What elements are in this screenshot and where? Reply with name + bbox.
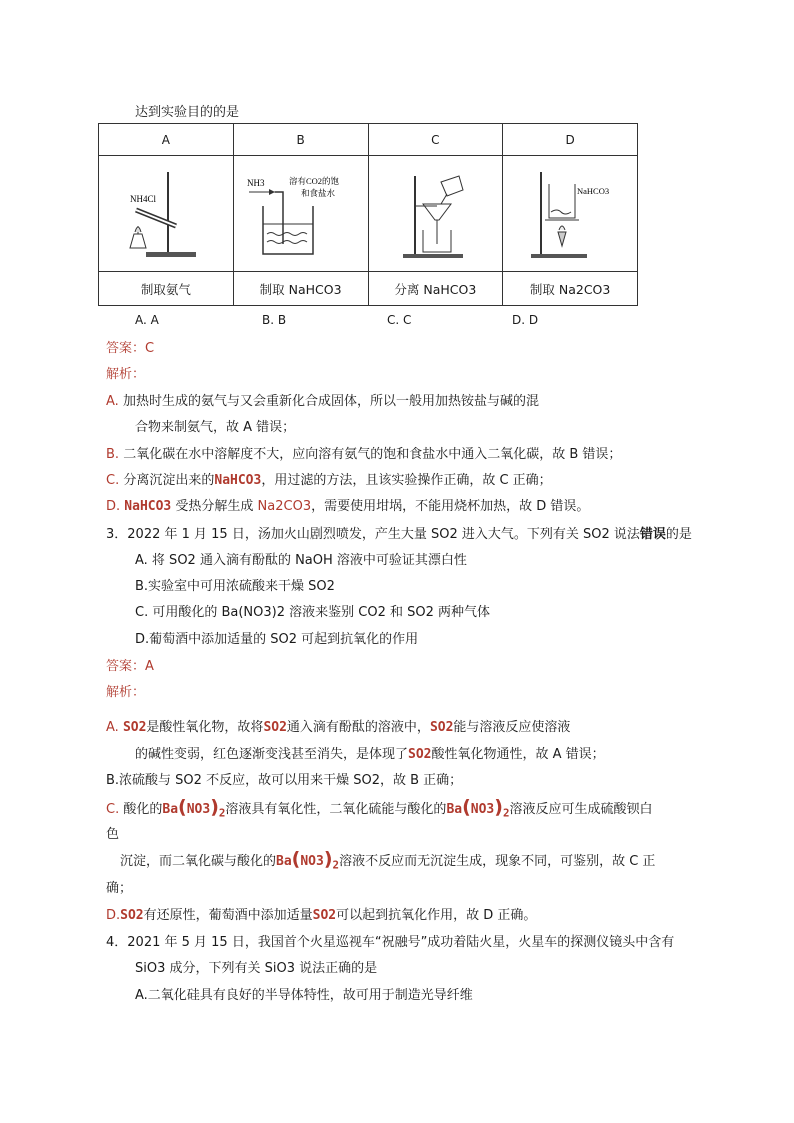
q2-option-d[interactable]: D. D: [512, 313, 539, 327]
q2-option-a[interactable]: A. A: [135, 313, 159, 327]
q3-option-a[interactable]: A. 将 SO2 通入滴有酚酞的 NaOH 溶液中可验证其漂白性: [135, 553, 467, 568]
q4-stem-line1: 4．2021 年 5 月 15 日，我国首个火星巡视车“祝融号”成功着陆火星，火星车的探测仪镜头中含有: [106, 935, 675, 950]
caption-a: 制取氨气: [99, 272, 234, 306]
apparatus-a: [99, 156, 234, 272]
filtration-apparatus-icon: [385, 164, 485, 264]
q2-answer: 答案：C: [106, 341, 155, 356]
caption-c: 分离 NaHCO3: [368, 272, 503, 306]
apparatus-c: [368, 156, 503, 272]
q3-analysis-b: B.浓硫酸与 SO2 不反应，故可以用来干燥 SO2，故 B 正确；: [106, 773, 463, 788]
heating-ammonium-apparatus-icon: [116, 164, 216, 264]
header-b: B: [233, 124, 368, 156]
experiment-table: [98, 123, 638, 306]
b-nh3: NH3: [246, 177, 265, 188]
q3-analysis-a: A. SO2是酸性氧化物，故将SO2通入滴有酚酞的溶液中，SO2能与溶液反应使溶液: [106, 720, 571, 735]
a-label: NH4Cl: [129, 193, 156, 204]
q3-analysis-c-cont3: 确；: [106, 881, 133, 896]
intro-text: 达到实验目的的是: [135, 105, 240, 120]
gas-bubbling-apparatus-icon: [241, 164, 361, 264]
q3-analysis-a-cont: 的碱性变弱，红色逐渐变浅甚至消失，是体现了SO2酸性氧化物通性，故 A 错误；: [135, 747, 605, 762]
q2-option-c[interactable]: C. C: [387, 313, 412, 327]
q3-stem: 3．2022 年 1 月 15 日，汤加火山剧烈喷发，产生大量 SO2 进入大气。下列有关 SO2 说法错误的是: [106, 527, 692, 542]
q3-option-c[interactable]: C. 可用酸化的 Ba(NO3)2 溶液来鉴别 CO2 和 SO2 两种气体: [135, 605, 490, 620]
header-c: C: [368, 124, 503, 156]
q2-analysis-title: 解析：: [106, 367, 146, 382]
q3-analysis-d: D.SO2有还原性，葡萄酒中添加适量SO2可以起到抗氧化作用，故 D 正确。: [106, 908, 537, 923]
d-label: NaHCO3: [577, 185, 610, 196]
q3-analysis-c: C. 酸化的$Ba(NO3)_2$溶液具有氧化性，二氧化硫能与酸化的$Ba(NO3)_2$溶液反应可生成硫酸钡白: [106, 796, 653, 820]
q4-stem-line2: SiO3 成分，下列有关 SiO3 说法正确的是: [135, 961, 378, 976]
header-d: D: [503, 124, 638, 156]
caption-d: 制取 Na2CO3: [503, 272, 638, 306]
apparatus-b: [233, 156, 368, 272]
header-a: A: [99, 124, 234, 156]
q3-analysis-c-cont2: 沉淀，而二氧化碳与酸化的$Ba(NO3)_2$溶液不反应而无沉淀生成，现象不同，可鉴别，故 C 正: [120, 848, 656, 872]
q3-answer: 答案：A: [106, 659, 154, 674]
q2-analysis-a: A. 加热时生成的氨气与又会重新化合成固体，所以一般用加热铵盐与碱的混: [106, 394, 539, 409]
q2-analysis-d: D. NaHCO3 受热分解生成 Na2CO3，需要使用坩埚，不能用烧杯加热，故 D 错误。: [106, 499, 590, 514]
q3-option-d[interactable]: D.葡萄酒中添加适量的 SO2 可起到抗氧化的作用: [135, 632, 419, 647]
caption-b: 制取 NaHCO3: [233, 272, 368, 306]
q2-analysis-c: C. 分离沉淀出来的NaHCO3，用过滤的方法，且该实验操作正确，故 C 正确；: [106, 473, 552, 488]
q2-analysis-b: B. 二氧化碳在水中溶解度不大，应向溶有氨气的饱和食盐水中通入二氧化碳，故 B 错误；: [106, 447, 622, 462]
q4-option-a[interactable]: A.二氧化硅具有良好的半导体特性，故可用于制造光导纤维: [135, 988, 473, 1003]
apparatus-d: [503, 156, 638, 272]
b-line2: 和食盐水: [300, 187, 335, 198]
heating-beaker-apparatus-icon: [515, 164, 625, 264]
q2-option-b[interactable]: B. B: [262, 313, 287, 327]
q2-analysis-a-cont: 合物来制氨气，故 A 错误；: [135, 420, 296, 435]
q3-analysis-c-cont1: 色: [106, 827, 120, 842]
q3-analysis-title: 解析：: [106, 685, 146, 700]
b-line1: 溶有CO2的饱: [288, 175, 339, 186]
q3-option-b[interactable]: B.实验室中可用浓硫酸来干燥 SO2: [135, 579, 335, 594]
